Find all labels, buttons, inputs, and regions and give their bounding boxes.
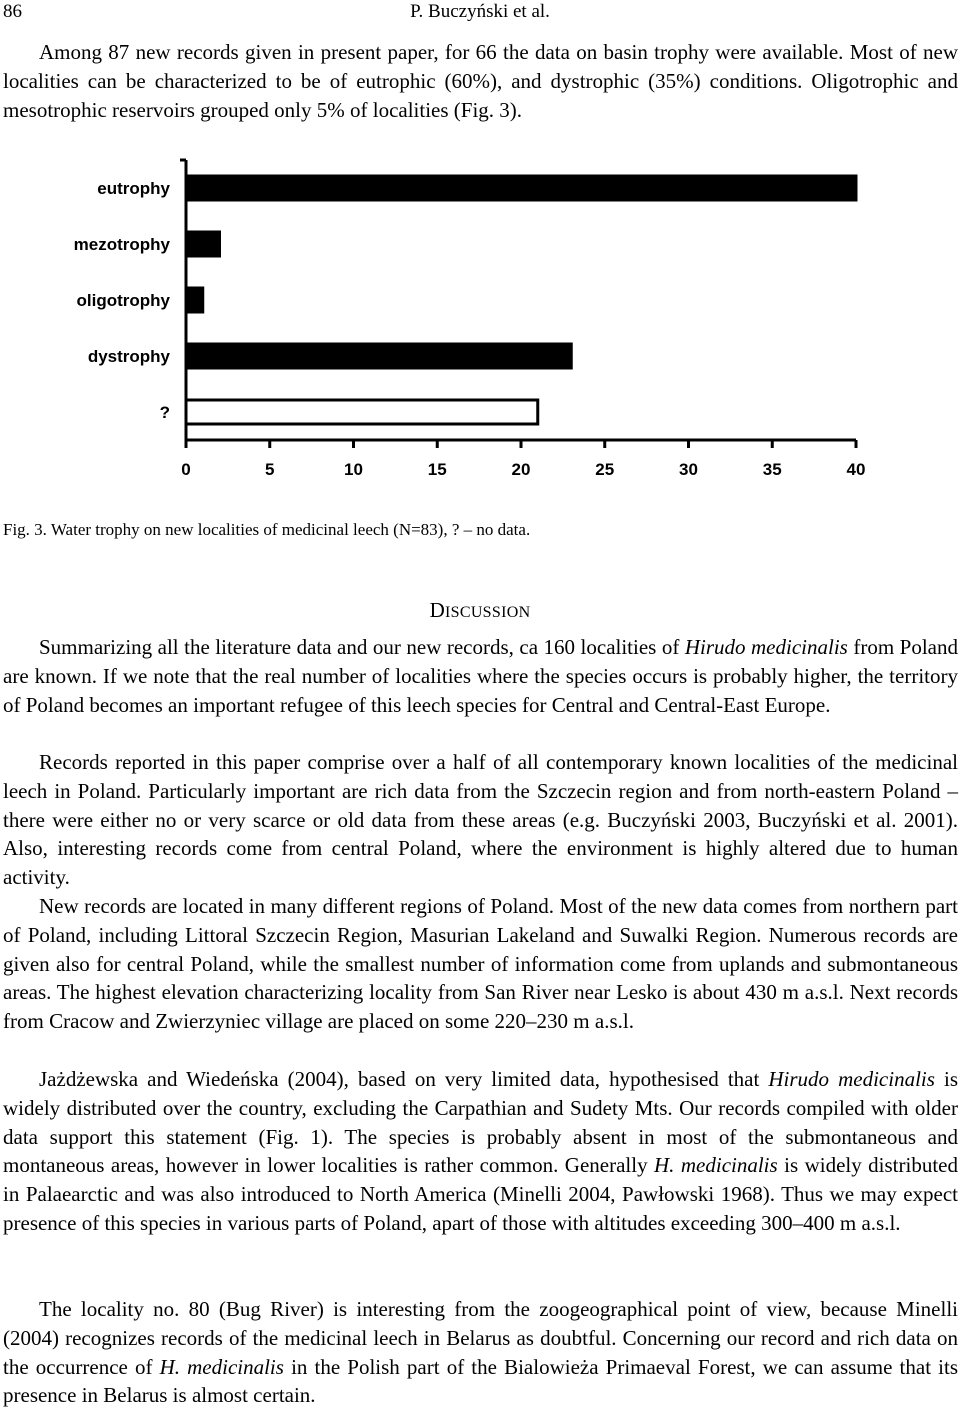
species-name: H. medicinalis <box>654 1153 778 1178</box>
bar-no-data <box>186 400 538 424</box>
text-run: The locality no. 80 (Bug River) is interesting from the zoogeographical point of view, because Minelli (2004) recognizes records of the medicinal leech in Belarus as doubtful. Concerning our record and rich data on the occurrence of <box>3 1297 958 1379</box>
text-run: from Poland are known. If we note that the real number of localities where the species occurs is probably higher, the territory of Poland becomes an important refugee of this leech species for Central and Central-East Europe. <box>3 635 958 717</box>
category-label-dystrophy: dystrophy <box>87 347 170 366</box>
bar-mezotrophy <box>186 232 220 256</box>
page-number: 86 <box>3 1 22 22</box>
x-tick-label-35: 35 <box>762 460 782 479</box>
species-name: Hirudo medicinalis <box>768 1067 935 1091</box>
discussion-paragraph-2: Records reported in this paper comprise over a half of all contemporary known localities of the medicinal leech in Poland. Particularly important are rich data from the Szczecin region and from north-eastern Poland – there were either no or very scarce or old data from these areas (e.g. Buczyński 2003, Buczyński et al. 2001). Also, interesting records come from central Poland, where the environment is highly altered due to human activity. <box>3 750 958 890</box>
text-run: Summarizing all the literature data and our new records, ca 160 localities of <box>39 635 685 659</box>
x-tick-label-25: 25 <box>595 460 615 479</box>
discussion-paragraph-3: New records are located in many different regions of Poland. Most of the new data comes from northern part of Poland, including Littoral Szczecin Region, Masurian Lakeland and Suwalki Region. Numerous records are given also for central Poland, while the smallest number of information come from uplands and submontaneous areas. The highest elevation characterizing locality from San River near Lesko is about 430 m a.s.l. Next records from Cracow and Zwierzyniec village are placed on some 220–230 m a.s.l. <box>3 894 958 1034</box>
section-title-rest: ISCUSSION <box>445 604 531 621</box>
x-tick-label-0: 0 <box>181 460 191 479</box>
category-label-oligotrophy: oligotrophy <box>76 291 170 310</box>
bar-dystrophy <box>186 344 571 368</box>
section-title-initial: D <box>429 598 446 622</box>
section-title-discussion <box>0 598 960 623</box>
x-tick-label-10: 10 <box>344 460 363 479</box>
x-tick-label-30: 30 <box>679 460 698 479</box>
x-tick-label-40: 40 <box>846 460 866 479</box>
x-tick-label-15: 15 <box>427 460 447 479</box>
category-label-mezotrophy: mezotrophy <box>73 235 170 254</box>
category-label-no-data: ? <box>159 403 170 422</box>
text-run: is widely distributed over the country, excluding the Carpathian and Sudety Mts. Our records compiled with older data support this statement (Fig. 1). The species is probably absent in most of the submontaneous and montaneous areas, however in lower localities is rather common. Generally <box>3 1067 959 1178</box>
species-name: Hirudo medicinalis <box>684 635 848 659</box>
bar-oligotrophy <box>186 288 203 312</box>
text-run: Jażdżewska and Wiedeńska (2004), based on very limited data, hypothesised that <box>39 1067 769 1091</box>
discussion-paragraph-1 <box>3 633 958 719</box>
category-label-eutrophy: eutrophy <box>97 179 170 198</box>
trophy-bar-chart <box>0 150 960 490</box>
text-run: is widely distributed in Palaearctic and was also introduced to North America (Minelli 2004, Pawłowski 1968). Thus we may expect presence of this species in various parts of Poland, apart of those with altitudes exceeding 300–400 m a.s.l. <box>3 1153 958 1235</box>
discussion-paragraph-5 <box>3 1295 958 1410</box>
x-tick-label-20: 20 <box>511 460 531 479</box>
bar-eutrophy <box>186 176 856 200</box>
page-header <box>0 0 960 28</box>
intro-paragraph: Among 87 new records given in present paper, for 66 the data on basin trophy were available. Most of new localities can be characterized to be of eutrophic (60%), and dystrophic (35%) conditions. Oligotrophic and mesotrophic reservoirs grouped only 5% of localities (Fig. 3). <box>3 40 958 122</box>
running-head: P. Buczyński et al. <box>410 1 550 22</box>
species-name: H. medicinalis <box>159 1354 284 1379</box>
discussion-paragraph-4 <box>3 1065 958 1238</box>
figure-caption: Fig. 3. Water trophy on new localities of medicinal leech (N=83), ? – no data. <box>3 520 531 539</box>
x-tick-label-5: 5 <box>265 460 275 479</box>
text-run: in the Polish part of the Bialowieża Primaeval Forest, we can assume that its presence in Belarus is almost certain. <box>3 1354 959 1408</box>
